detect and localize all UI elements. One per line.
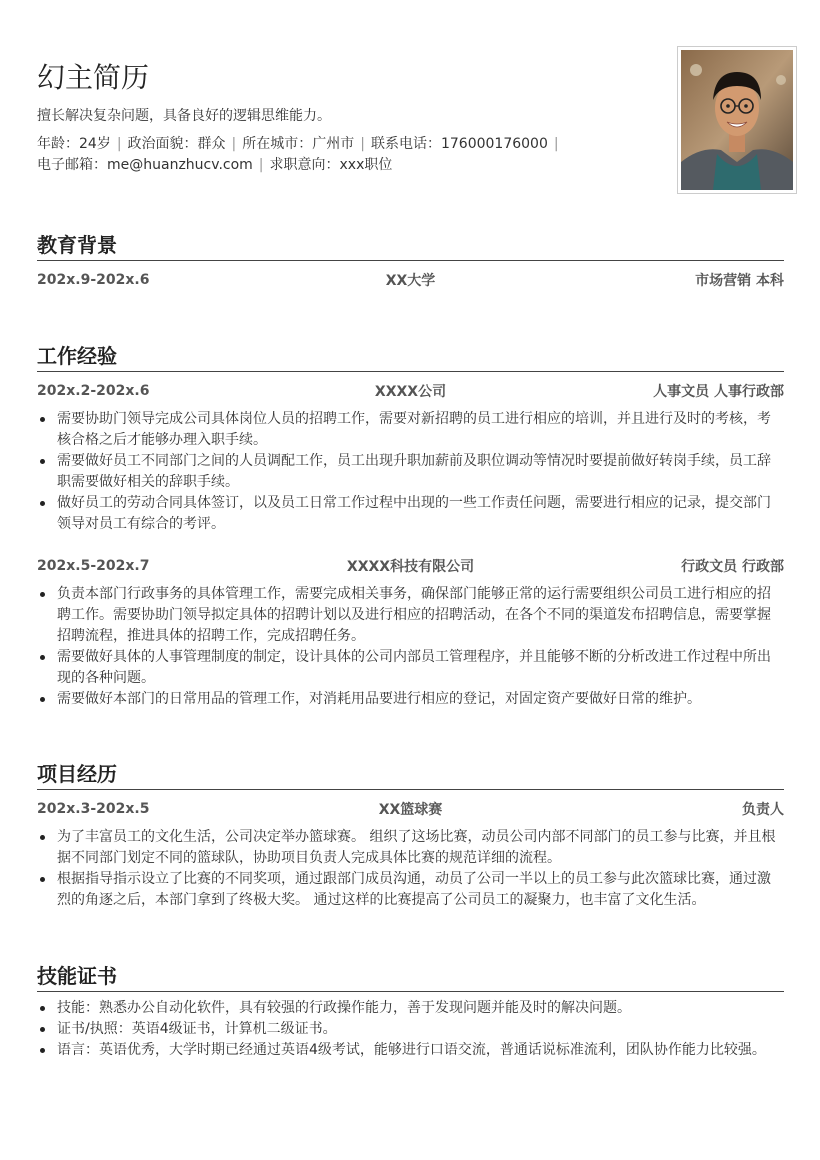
project-role: 负责人: [742, 802, 784, 818]
list-item: 技能：熟悉办公自动化软件，具有较强的行政操作能力，善于发现问题并能及时的解决问题。: [57, 998, 784, 1019]
list-item: 负责本部门行政事务的具体管理工作，需要完成相关事务，确保部门能够正常的运行需要组织公司员工进行相应的招聘工作。需要协助门领导拟定具体的招聘计划以及进行相应的招聘活动，在各个不同的渠道发布招聘信息，需要掌握招聘流程，推进具体的招聘工作，完成招聘任务。: [57, 584, 784, 647]
list-item: 根据指导指示设立了比赛的不同奖项，通过跟部门成员沟通，动员了公司一半以上的员工参与此次篮球比赛，通过激烈的角逐之后，本部门拿到了终极大奖。 通过这样的比赛提高了公司员工的凝聚力，也丰富了文化生活。: [57, 869, 784, 911]
project-duties: [37, 827, 784, 911]
job-company: XXXX科技有限公司: [346, 559, 475, 575]
personal-info: 年龄：24岁 | 政治面貌：群众 | 所在城市：广州市 | 联系电话：176000176000 | 电子邮箱：me@huanzhucv.com | 求职意向：xxx职位: [37, 136, 559, 173]
education-school: XX大学: [385, 273, 436, 289]
list-item: 为了丰富员工的文化生活，公司决定举办篮球赛。 组织了这场比赛，动员公司内部不同部门的员工参与比赛，并且根据不同部门划定不同的篮球队，协助项目负责人完成具体比赛的规范详细的流程。: [57, 827, 784, 869]
list-item: 需要做好本部门的日常用品的管理工作，对消耗用品要进行相应的登记，对固定资产要做好日常的维护。: [57, 689, 784, 710]
info-political: 政治面貌：群众: [127, 136, 226, 152]
project-date: 202x.3-202x.5: [37, 801, 150, 817]
education-section: [37, 232, 784, 290]
info-age: 年龄：24岁: [37, 136, 111, 152]
education-major: 市场营销 本科: [695, 273, 784, 289]
work-title: 工作经验: [37, 343, 784, 372]
job-header: [37, 556, 784, 576]
education-row: [37, 270, 784, 290]
list-item: 需要做好具体的人事管理制度的制定，设计具体的公司内部员工管理程序，并且能够不断的分析改进工作过程中所出现的各种问题。: [57, 647, 784, 689]
job-duties: [37, 409, 784, 535]
avatar: [681, 50, 793, 190]
job-date: 202x.2-202x.6: [37, 383, 150, 399]
job-role: 行政文员 行政部: [681, 559, 784, 575]
job-date: 202x.5-202x.7: [37, 558, 150, 574]
resume-name: 幻主简历: [37, 61, 150, 94]
profile-photo: [677, 46, 797, 194]
skills-title: 技能证书: [37, 963, 784, 992]
project-section: [37, 761, 784, 911]
list-item: 做好员工的劳动合同具体签订，以及员工日常工作过程中出现的一些工作责任问题，需要进行相应的记录，提交部门领导对员工有综合的考评。: [57, 493, 784, 535]
project-header: [37, 799, 784, 819]
list-item: 需要协助门领导完成公司具体岗位人员的招聘工作，需要对新招聘的员工进行相应的培训，并且进行及时的考核，考核合格之后才能够办理入职手续。: [57, 409, 784, 451]
project-title: 项目经历: [37, 761, 784, 790]
list-item: 证书/执照：英语4级证书，计算机二级证书。: [57, 1019, 784, 1040]
job-header: [37, 381, 784, 401]
info-email: 电子邮箱：me@huanzhucv.com: [37, 157, 253, 173]
skills-section: [37, 963, 784, 1061]
job-company: XXXX公司: [374, 384, 447, 400]
education-title: 教育背景: [37, 232, 784, 261]
info-city: 所在城市：广州市: [242, 136, 355, 152]
education-date: 202x.9-202x.6: [37, 272, 150, 288]
job-duties: [37, 584, 784, 710]
skills-list: [37, 998, 784, 1061]
info-objective: 求职意向：xxx职位: [269, 157, 393, 173]
project-name: XX篮球赛: [378, 802, 443, 818]
list-item: 语言：英语优秀，大学时期已经通过英语4级考试，能够进行口语交流，普通话说标准流利，团队协作能力比较强。: [57, 1040, 784, 1061]
info-phone: 联系电话：176000176000: [370, 136, 548, 152]
job-role: 人事文员 人事行政部: [653, 384, 784, 400]
resume-tagline: 擅长解决复杂问题，具备良好的逻辑思维能力。: [37, 108, 331, 124]
resume-header: [37, 58, 657, 176]
list-item: 需要做好员工不同部门之间的人员调配工作，员工出现升职加薪前及职位调动等情况时要提前做好转岗手续，员工辞职需要做好相关的辞职手续。: [57, 451, 784, 493]
work-section: [37, 343, 784, 710]
